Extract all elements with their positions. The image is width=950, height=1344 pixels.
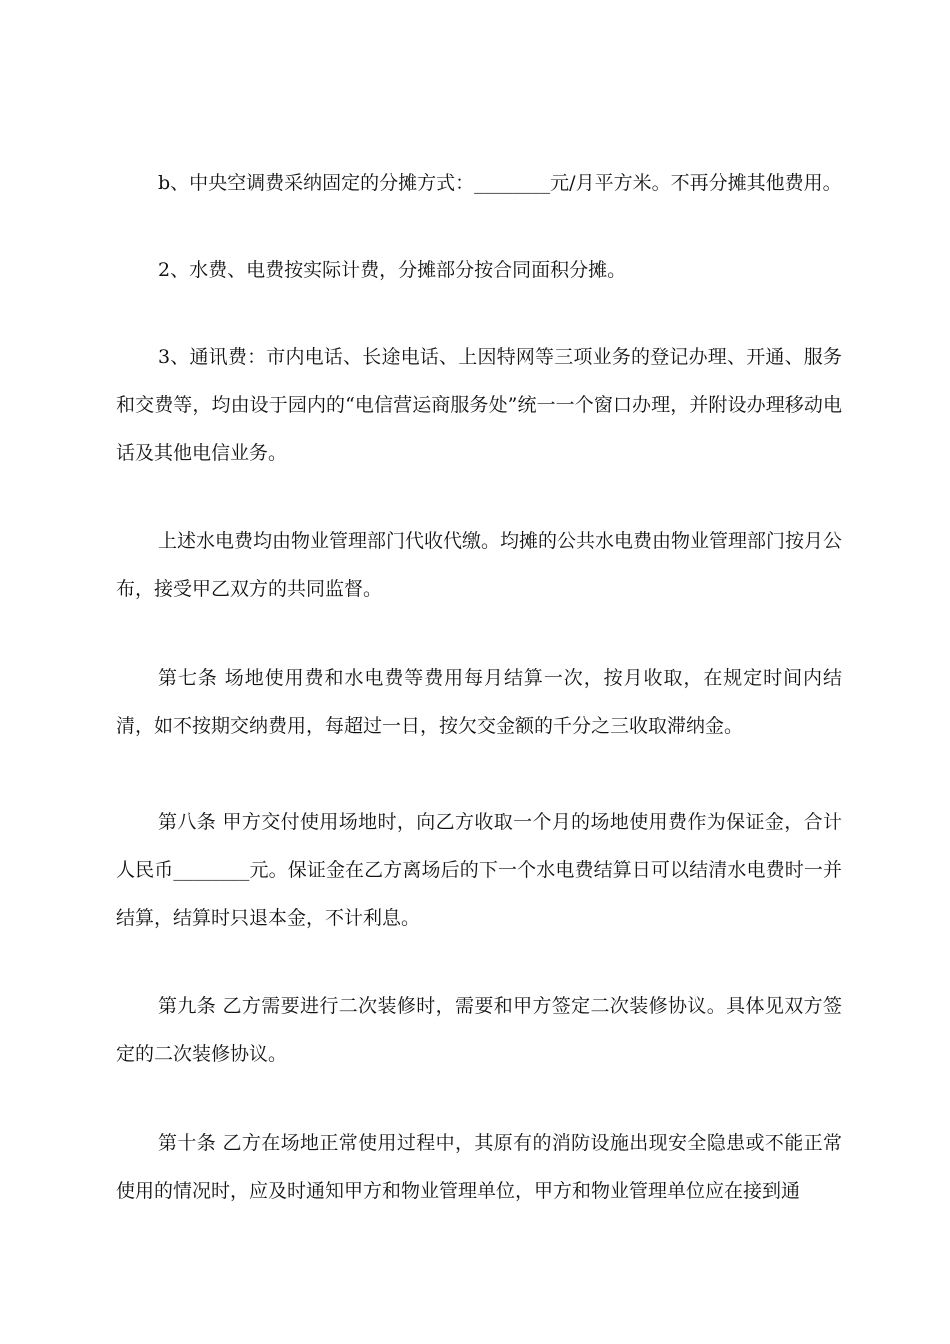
paragraph-article-9: 第九条 乙方需要进行二次装修时，需要和甲方签定二次装修协议。具体见双方签定的二次装修协议。 [116,995,842,1065]
paragraph-communication-fee: 3、通讯费：市内电话、长途电话、上因特网等三项业务的登记办理、开通、服务和交费等，均由设于园内的“电信营运商服务处”统一一个窗口办理，并附设办理移动电话及其他电信业务。 [116,346,842,464]
paragraph-fee-collection: 上述水电费均由物业管理部门代收代缴。均摊的公共水电费由物业管理部门按月公布，接受甲乙双方的共同监督。 [116,530,843,600]
paragraph-article-8: 第八条 甲方交付使用场地时，向乙方收取一个月的场地使用费作为保证金，合计人民币________元。保证金在乙方离场后的下一个水电费结算日可以结清水电费时一并结算，结算时只退本金，不计利息。 [116,811,842,929]
paragraph-article-10: 第十条 乙方在场地正常使用过程中，其原有的消防设施出现安全隐患或不能正常使用的情况时，应及时通知甲方和物业管理单位，甲方和物业管理单位应在接到通 [116,1132,842,1202]
paragraph-air-conditioning-fee: b、中央空调费采纳固定的分摊方式：________元/月平方米。不再分摊其他费用。 [158,172,842,194]
paragraph-water-electricity-fee: 2、水费、电费按实际计费，分摊部分按合同面积分摊。 [158,259,627,281]
paragraph-article-7: 第七条 场地使用费和水电费等费用每月结算一次，按月收取，在规定时间内结清，如不按期交纳费用，每超过一日，按欠交金额的千分之三收取滞纳金。 [116,667,842,737]
